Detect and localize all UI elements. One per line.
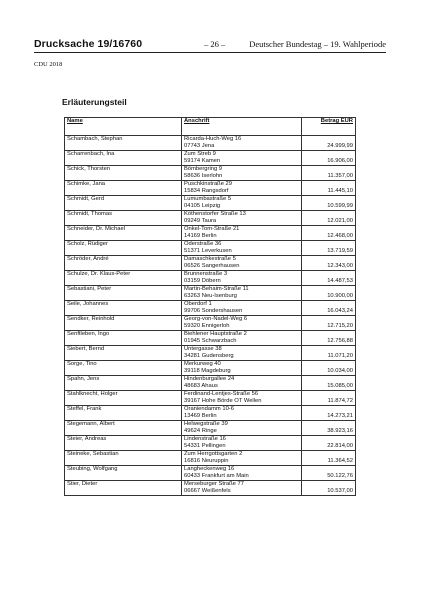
donor-address	[182, 436, 302, 451]
donor-address	[182, 421, 302, 436]
donation-amount: 12.468,00	[302, 226, 356, 241]
donation-amount: 12.343,00	[302, 256, 356, 271]
donation-amount: 14.487,53	[302, 271, 356, 286]
donor-name: Scharrenbach, Ina	[65, 151, 182, 166]
table-row	[65, 166, 356, 181]
page-number: – 26 –	[204, 39, 226, 49]
donor-name: Sendker, Reinhold	[65, 316, 182, 331]
address-street: Biehlener Hauptstraße 2	[184, 331, 247, 337]
address-city: 59174 Kamen	[184, 158, 221, 164]
address-city: 06526 Sangerhausen	[184, 263, 240, 269]
donor-name: Scholz, Rüdiger	[65, 241, 182, 256]
address-street: Lindenstraße 16	[184, 436, 226, 442]
table-row	[65, 286, 356, 301]
table-row	[65, 406, 356, 421]
address-city: 03159 Döbern	[184, 278, 221, 284]
address-city: 59320 Ennigerloh	[184, 323, 230, 329]
address-street: Merseburger Straße 77	[184, 481, 244, 487]
table-row	[65, 391, 356, 406]
address-street: Köthenstorfer Straße 13	[184, 211, 246, 217]
donor-name: Seile, Johannes	[65, 301, 182, 316]
document-number: Drucksache 19/16760	[34, 38, 143, 50]
address-street: Martin-Behaim-Straße 11	[184, 286, 249, 292]
address-street: Untergasse 38	[184, 346, 222, 352]
address-street: Georg-von-Nadel-Weg 6	[184, 316, 248, 322]
address-city: 15834 Rangsdorf	[184, 188, 229, 194]
column-header-name: Name	[65, 118, 182, 136]
donor-address	[182, 286, 302, 301]
address-city: 01945 Schwarzbach	[184, 338, 237, 344]
donor-address	[182, 346, 302, 361]
table-row	[65, 376, 356, 391]
donor-name: Stier, Dieter	[65, 481, 182, 496]
address-street: Helwegstraße 39	[184, 421, 228, 427]
publisher-label: Deutscher Bundestag – 19. Wahlperiode	[249, 39, 386, 49]
donor-name: Schneider, Dr. Michael	[65, 226, 182, 241]
address-street: Brunnenstraße 3	[184, 271, 228, 277]
donor-address	[182, 391, 302, 406]
donor-name: Schmidt, Gerd	[65, 196, 182, 211]
table-row	[65, 301, 356, 316]
donor-address	[182, 241, 302, 256]
donor-name: Schulze, Dr. Klaus-Peter	[65, 271, 182, 286]
donor-name: Spahn, Jens	[65, 376, 182, 391]
donor-name: Schimke, Jana	[65, 181, 182, 196]
table-row	[65, 256, 356, 271]
donor-name: Siebert, Bernd	[65, 346, 182, 361]
donation-amount: 12.715,20	[302, 316, 356, 331]
donor-name: Steier, Andreas	[65, 436, 182, 451]
table-row	[65, 181, 356, 196]
donor-name: Schmidt, Thomas	[65, 211, 182, 226]
section-title: Erläuterungsteil	[62, 97, 127, 107]
donor-name: Schambach, Stephan	[65, 136, 182, 151]
donation-amount: 13.719,59	[302, 241, 356, 256]
table-row	[65, 361, 356, 376]
donor-address	[182, 361, 302, 376]
donor-name: Senftleben, Ingo	[65, 331, 182, 346]
donor-address	[182, 136, 302, 151]
table-row	[65, 196, 356, 211]
address-city: 60433 Frankfurt am Main	[184, 473, 249, 479]
address-city: 34281 Gudensberg	[184, 353, 234, 359]
donation-amount: 24.999,99	[302, 136, 356, 151]
table-row	[65, 466, 356, 481]
table-row	[65, 151, 356, 166]
donor-address	[182, 376, 302, 391]
donation-amount: 22.814,00	[302, 436, 356, 451]
donation-amount: 12.756,88	[302, 331, 356, 346]
address-street: Lumumbastraße 5	[184, 196, 232, 202]
donation-amount: 11.445,10	[302, 181, 356, 196]
donor-address	[182, 481, 302, 496]
table-row	[65, 481, 356, 496]
address-city: 09249 Taura	[184, 218, 217, 224]
donation-amount: 12.021,00	[302, 211, 356, 226]
donor-address	[182, 271, 302, 286]
address-city: 07743 Jena	[184, 143, 215, 149]
donor-address	[182, 466, 302, 481]
donor-address	[182, 211, 302, 226]
table-header-row	[65, 118, 356, 136]
donor-name: Stegemann, Albert	[65, 421, 182, 436]
donor-name: Sorge, Tino	[65, 361, 182, 376]
table-row	[65, 211, 356, 226]
address-city: 06667 Weißenfels	[184, 488, 231, 494]
donor-name: Schröder, André	[65, 256, 182, 271]
table-row	[65, 421, 356, 436]
table-row	[65, 226, 356, 241]
donation-amount: 11.357,00	[302, 166, 356, 181]
table-row	[65, 346, 356, 361]
address-city: 49624 Ringe	[184, 428, 217, 434]
donor-address	[182, 406, 302, 421]
donor-name: Stahlknecht, Holger	[65, 391, 182, 406]
table-row	[65, 241, 356, 256]
donation-amount: 15.085,00	[302, 376, 356, 391]
address-street: Zum Herrgottsgarten 2	[184, 451, 243, 457]
donor-address	[182, 166, 302, 181]
donation-amount: 50.122,76	[302, 466, 356, 481]
address-city: 58636 Iserlohn	[184, 173, 223, 179]
table-row	[65, 331, 356, 346]
address-street: Puschkinstraße 29	[184, 181, 233, 187]
donor-address	[182, 451, 302, 466]
donor-name: Steffel, Frank	[65, 406, 182, 421]
address-street: Damaschkestraße 5	[184, 256, 236, 262]
donor-name: Steubing, Wolfgang	[65, 466, 182, 481]
address-city: 99706 Sondershausen	[184, 308, 243, 314]
donation-amount: 14.273,21	[302, 406, 356, 421]
address-street: Oderstraße 36	[184, 241, 222, 247]
donation-amount: 10.900,00	[302, 286, 356, 301]
donor-address	[182, 181, 302, 196]
address-street: Bömbergring 9	[184, 166, 223, 172]
page-header	[34, 38, 386, 53]
column-header-amount-label: Betrag EUR	[320, 118, 353, 124]
section-label: CDU 2018	[34, 61, 63, 68]
address-street: Zum Streb 9	[184, 151, 216, 157]
address-street: Merkurweg 40	[184, 361, 221, 367]
address-city: 14169 Berlin	[184, 233, 217, 239]
donation-amount: 11.874,72	[302, 391, 356, 406]
donor-address	[182, 256, 302, 271]
address-city: 13469 Berlin	[184, 413, 217, 419]
donor-address	[182, 316, 302, 331]
table-row	[65, 436, 356, 451]
address-street: Onkel-Tom-Straße 21	[184, 226, 240, 232]
donor-address	[182, 226, 302, 241]
table-row	[65, 136, 356, 151]
address-city: 16816 Neuruppin	[184, 458, 229, 464]
donation-amount: 16.906,00	[302, 151, 356, 166]
address-city: 39167 Hohe Börde OT Wellen	[184, 398, 262, 404]
address-street: Hindenburgallee 24	[184, 376, 235, 382]
donation-amount: 10.599,99	[302, 196, 356, 211]
address-city: 48683 Ahaus	[184, 383, 218, 389]
address-street: Ferdinand-Lentjes-Straße 56	[184, 391, 259, 397]
donor-address	[182, 331, 302, 346]
donation-amount: 16.043,24	[302, 301, 356, 316]
donation-amount: 38.923,16	[302, 421, 356, 436]
address-street: Oberdorf 1	[184, 301, 212, 307]
address-street: Ricarda-Huch-Weg 16	[184, 136, 242, 142]
address-street: Oraniendamm 10-6	[184, 406, 234, 412]
address-city: 54331 Pellingen	[184, 443, 226, 449]
table-row	[65, 271, 356, 286]
address-street: Langheckenweg 16	[184, 466, 235, 472]
donation-amount: 11.071,20	[302, 346, 356, 361]
address-city: 04105 Leipzig	[184, 203, 221, 209]
donation-amount: 11.364,52	[302, 451, 356, 466]
donation-amount: 10.537,00	[302, 481, 356, 496]
table-row	[65, 451, 356, 466]
address-city: 63263 Neu-Isenburg	[184, 293, 237, 299]
donor-address	[182, 196, 302, 211]
donor-name: Schick, Thorsten	[65, 166, 182, 181]
donations-table	[64, 117, 356, 496]
donor-address	[182, 301, 302, 316]
address-city: 39118 Magdeburg	[184, 368, 231, 374]
donor-address	[182, 151, 302, 166]
donation-amount: 10.034,00	[302, 361, 356, 376]
column-header-address: Anschrift	[182, 118, 302, 136]
table-row	[65, 316, 356, 331]
column-header-amount	[302, 118, 356, 136]
donor-name: Steineke, Sebastian	[65, 451, 182, 466]
address-city: 51371 Leverkusen	[184, 248, 232, 254]
donor-name: Sebastiani, Peter	[65, 286, 182, 301]
